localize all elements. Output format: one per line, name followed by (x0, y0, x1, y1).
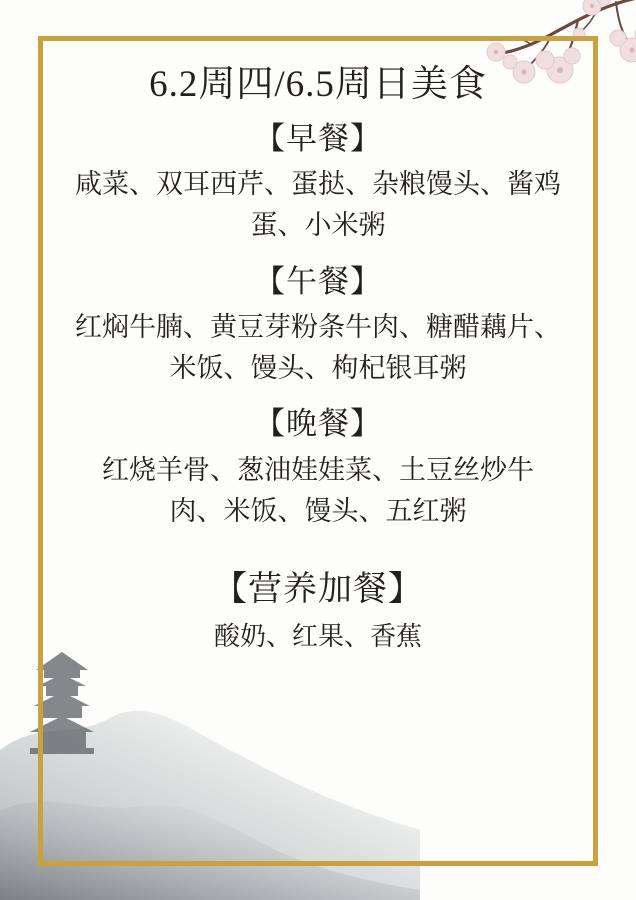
menu-content (38, 36, 598, 866)
section-items-extra-meal: 酸奶、红果、香蕉 (213, 621, 422, 651)
section-items-breakfast: 咸菜、双耳西芹、蛋挞、杂粮馒头、酱鸡蛋、小米粥 (75, 169, 561, 241)
section-items-lunch: 红焖牛腩、黄豆芽粉条牛肉、糖醋藕片、米饭、馒头、枸杞银耳粥 (75, 312, 561, 384)
section-dinner (72, 401, 564, 532)
section-items-dinner: 红烧羊骨、葱油娃娃菜、土豆丝炒牛肉、米饭、馒头、五红粥 (102, 454, 534, 526)
page-title: 6.2周四/6.5周日美食 (149, 64, 487, 105)
section-heading-dinner: 【晚餐】 (254, 406, 382, 442)
section-heading-breakfast: 【早餐】 (254, 120, 382, 156)
section-heading-extra-meal: 【营养加餐】 (213, 570, 423, 608)
section-breakfast (72, 116, 564, 247)
section-heading-lunch: 【午餐】 (254, 263, 382, 299)
section-extra-meal (72, 564, 564, 657)
section-lunch (72, 259, 564, 390)
